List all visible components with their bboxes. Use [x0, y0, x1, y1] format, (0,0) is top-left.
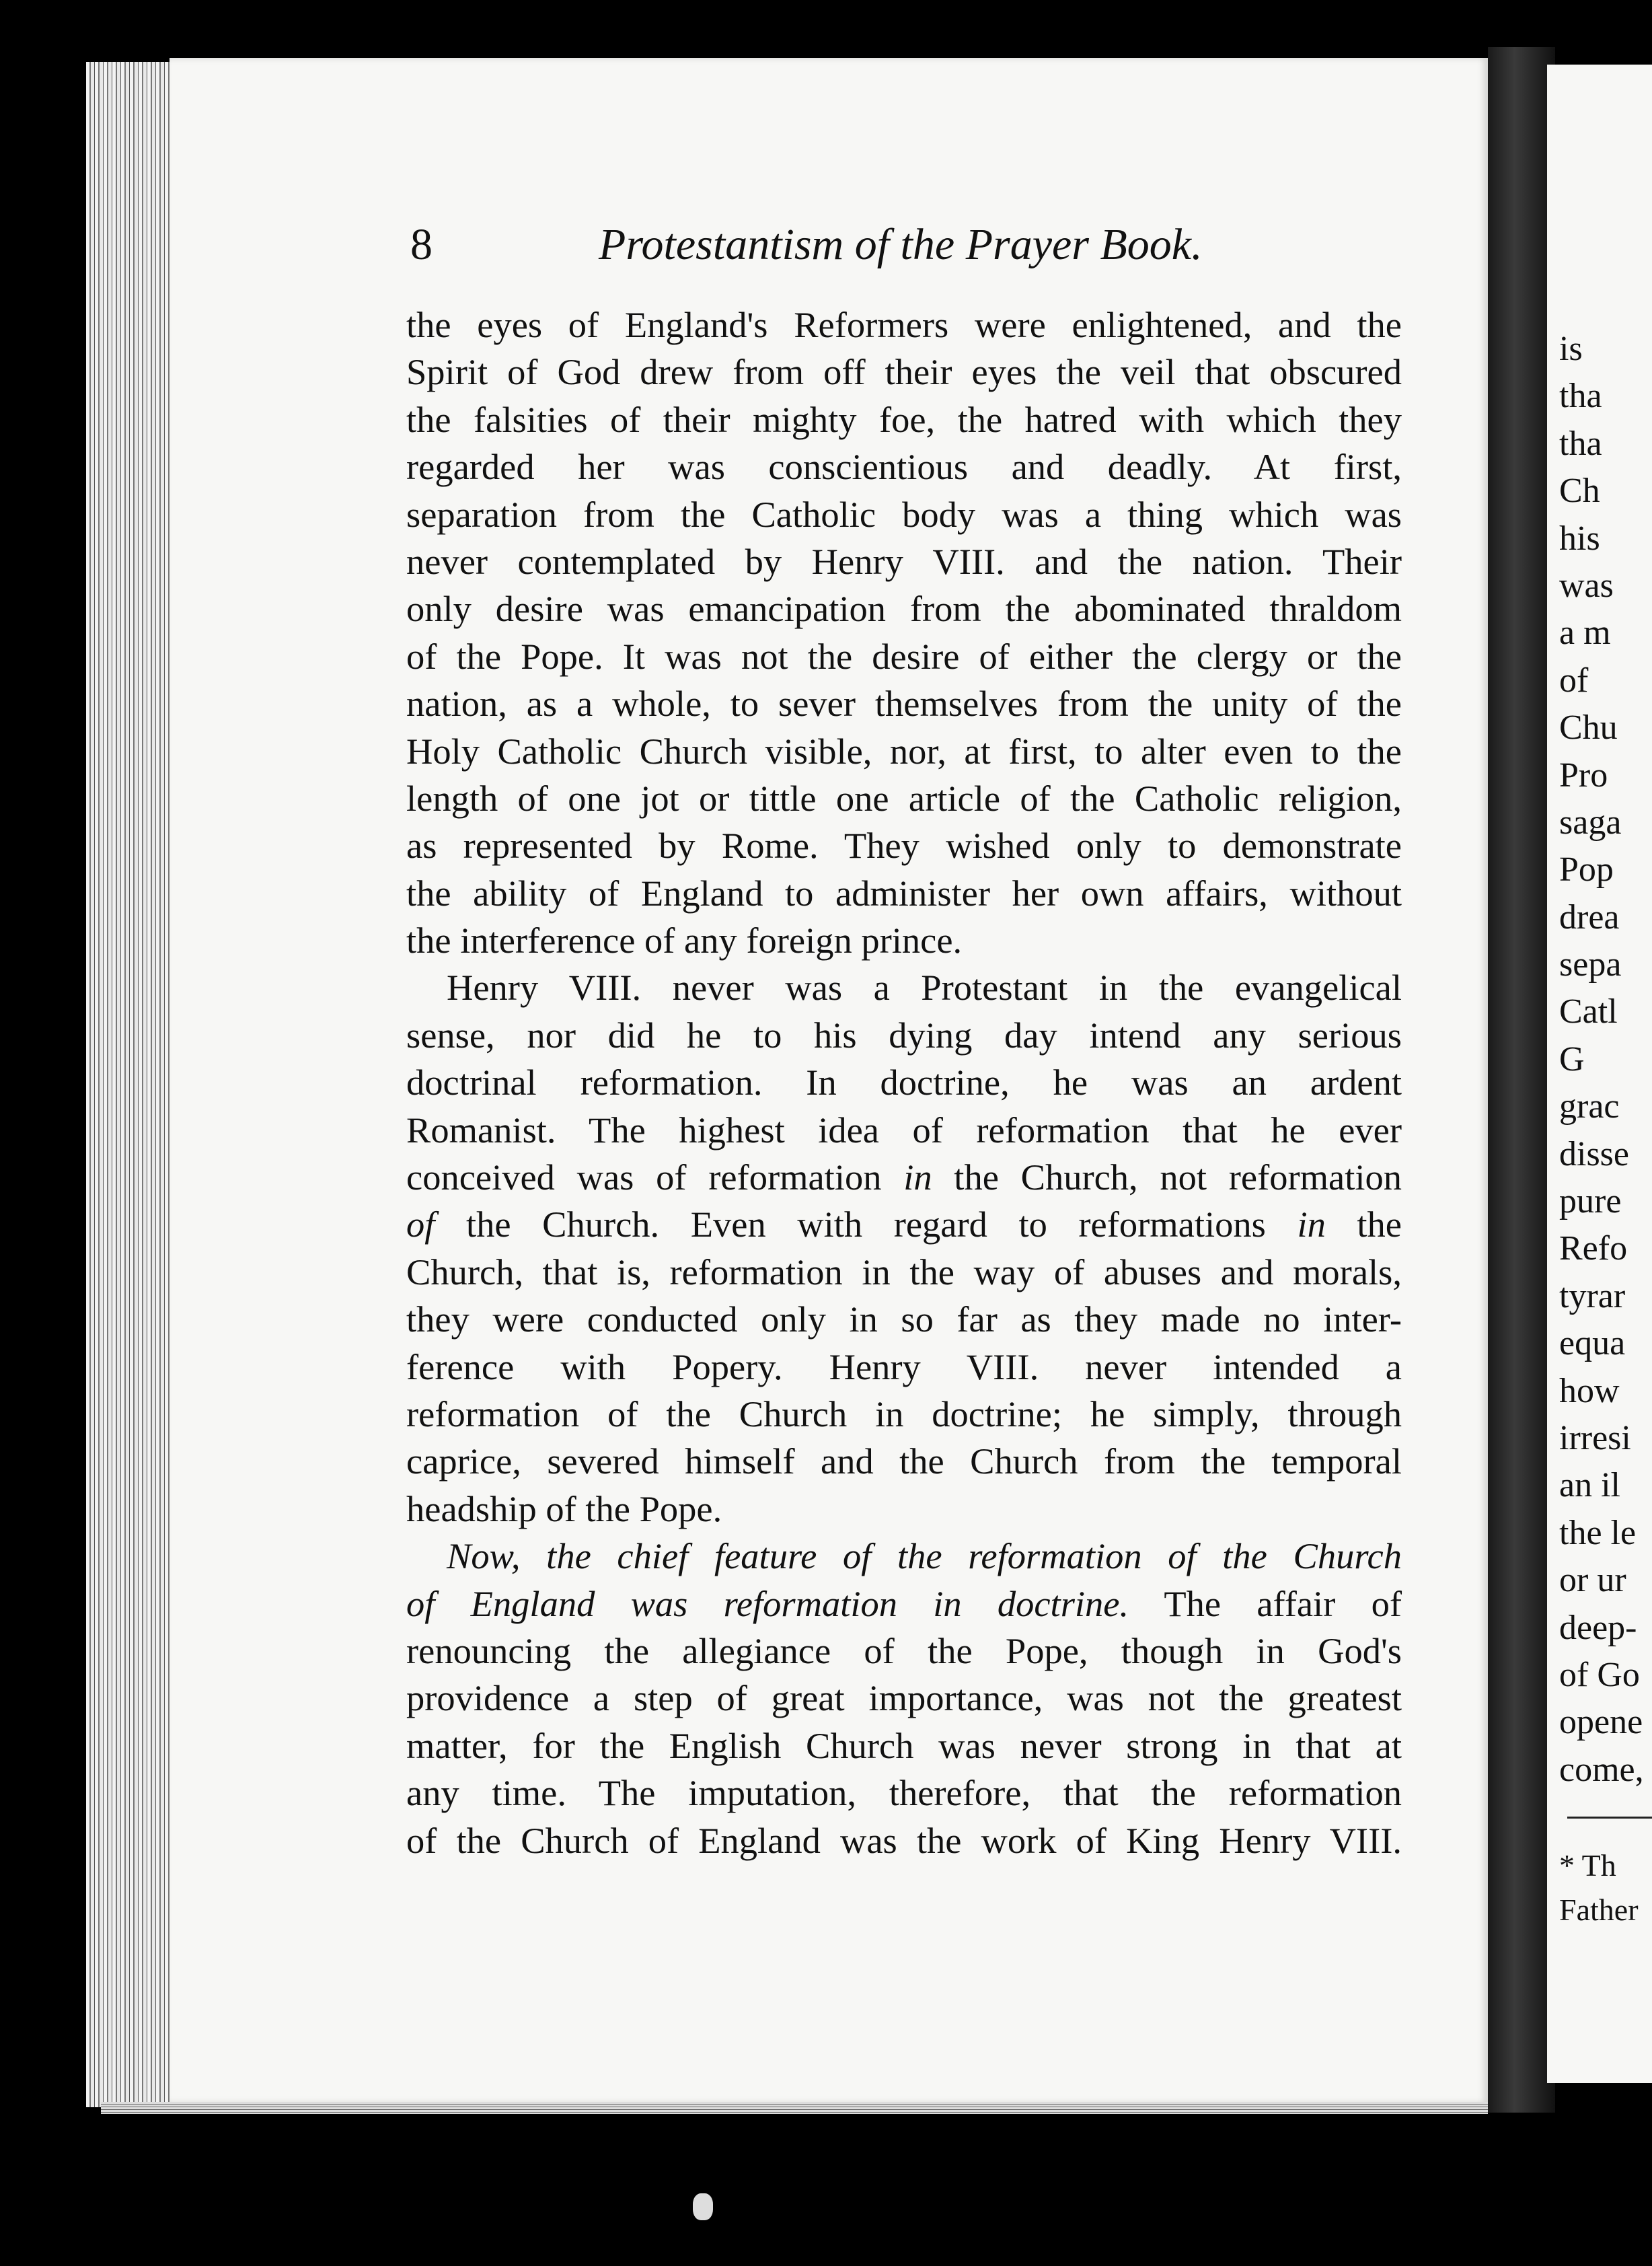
text-run: the Church, not reformation: [932, 1157, 1402, 1198]
facing-line: Catl: [1559, 992, 1618, 1031]
facing-line: was: [1559, 566, 1614, 605]
text-run: conceived was of reformation: [406, 1157, 904, 1198]
text-line: any time. The imputation, therefore, that the reformation: [406, 1772, 1402, 1814]
text-line: separation from the Catholic body was a thing which was: [406, 493, 1402, 535]
text-line: the eyes of England's Reformers were enlightened, and the: [406, 304, 1402, 345]
facing-line: tyrar: [1559, 1276, 1626, 1315]
facing-line: is: [1559, 330, 1583, 368]
page-number: 8: [410, 220, 433, 269]
facing-line: an il: [1559, 1466, 1620, 1505]
facing-line: a m: [1559, 614, 1611, 653]
text-line: reformation of the Church in doctrine; he simply, through: [406, 1393, 1402, 1434]
facing-line: pure: [1559, 1182, 1622, 1221]
facing-footnote: [1559, 1843, 1652, 1932]
text-line: [406, 1580, 1402, 1628]
facing-line: grac: [1559, 1087, 1620, 1126]
facing-line: or ur: [1559, 1561, 1626, 1600]
page-edges: [86, 62, 180, 2107]
text-line: they were conducted only in so far as they made no inter-: [406, 1299, 1402, 1340]
text-line: Romanist. The highest idea of reformation that he ever: [406, 1109, 1402, 1150]
text-line: caprice, severed himself and the Church from the temporal: [406, 1440, 1402, 1482]
facing-page-text: [1559, 326, 1652, 1794]
book-gutter: [1488, 47, 1555, 2113]
facing-line: irresi: [1559, 1418, 1631, 1457]
facing-line: his: [1559, 519, 1600, 558]
facing-line: opene: [1559, 1703, 1643, 1742]
facing-line: come,: [1559, 1750, 1644, 1789]
text-line: as represented by Rome. They wished only to demonstrate: [406, 825, 1402, 867]
text-line: [406, 1154, 1402, 1201]
italic-run: in: [903, 1157, 932, 1198]
facing-line: tha: [1559, 377, 1602, 416]
facing-line: Ch: [1559, 472, 1600, 511]
text-line: never contemplated by Henry VIII. and the nation. Their: [406, 540, 1402, 582]
facing-line: G: [1559, 1039, 1585, 1079]
text-line: length of one jot or tittle one article of the Catholic religion,: [406, 777, 1402, 819]
text-line: Church, that is, reformation in the way of abuses and morals,: [406, 1251, 1402, 1292]
text-line: matter, for the English Church was never strong in that at: [406, 1724, 1402, 1766]
text-line: ference with Popery. Henry VIII. never intended a: [406, 1346, 1402, 1387]
facing-line: deep-: [1559, 1608, 1637, 1647]
italic-run: of: [406, 1204, 435, 1245]
italic-run: of England was reformation in doctrine.: [406, 1582, 1129, 1624]
text-line: providence a step of great importance, was not the greatest: [406, 1677, 1402, 1719]
footnote-line: * Th: [1559, 1848, 1616, 1883]
page-header: [410, 219, 1231, 280]
text-run: the Church. Even with regard to reformations: [435, 1204, 1298, 1245]
text-line: of the Pope. It was not the desire of either the clergy or the: [406, 635, 1402, 677]
italic-run: in: [1297, 1204, 1326, 1245]
italic-line: Now, the chief feature of the reformation of the Church: [447, 1535, 1402, 1577]
text-line: of the Church of England was the work of King Henry VIII.: [406, 1819, 1402, 1861]
text-line: headship of the Pope.: [406, 1488, 722, 1529]
facing-line: Chu: [1559, 708, 1618, 747]
facing-line: sepa: [1559, 945, 1622, 984]
footnote-line: Father: [1559, 1893, 1639, 1927]
facing-line: of: [1559, 661, 1589, 700]
facing-line: saga: [1559, 803, 1622, 842]
running-head: Protestantism of the Prayer Book.: [599, 220, 1203, 269]
facing-line: equa: [1559, 1324, 1626, 1363]
page-bottom-edge: [101, 2102, 1488, 2114]
text-line: Holy Catholic Church visible, nor, at first, to alter even to the: [406, 730, 1402, 772]
text-line: only desire was emancipation from the abominated thraldom: [406, 588, 1402, 630]
paper-speck: [693, 2193, 713, 2220]
text-line: the interference of any foreign prince.: [406, 920, 963, 961]
text-line: the ability of England to administer her own affairs, without: [406, 872, 1402, 914]
body-text: [406, 301, 1402, 1864]
text-line: renouncing the allegiance of the Pope, though in God's: [406, 1630, 1402, 1671]
text-line: Spirit of God drew from off their eyes the veil that obscured: [406, 351, 1402, 393]
facing-line: Pro: [1559, 756, 1608, 795]
text-line: doctrinal reformation. In doctrine, he was an ardent: [406, 1062, 1402, 1103]
facing-line: of Go: [1559, 1655, 1640, 1694]
facing-line: drea: [1559, 898, 1620, 937]
facing-line: tha: [1559, 424, 1602, 463]
text-line: sense, nor did he to his dying day intend any serious: [406, 1014, 1402, 1056]
text-line: regarded her was conscientious and deadly. At first,: [406, 446, 1402, 488]
text-line: Henry VIII. never was a Protestant in the evangelical: [447, 967, 1402, 1009]
text-run: the: [1325, 1204, 1402, 1245]
text-line: the falsities of their mighty foe, the hatred with which they: [406, 398, 1402, 440]
facing-line: disse: [1559, 1134, 1629, 1173]
facing-line: Refo: [1559, 1229, 1628, 1268]
facing-line: how: [1559, 1371, 1620, 1410]
text-run: The affair of: [1129, 1582, 1402, 1624]
footnote-rule: [1567, 1817, 1652, 1819]
text-line: [406, 1201, 1402, 1248]
facing-line: the le: [1559, 1513, 1637, 1552]
text-line: nation, as a whole, to sever themselves from the unity of the: [406, 683, 1402, 725]
facing-line: Pop: [1559, 850, 1614, 889]
